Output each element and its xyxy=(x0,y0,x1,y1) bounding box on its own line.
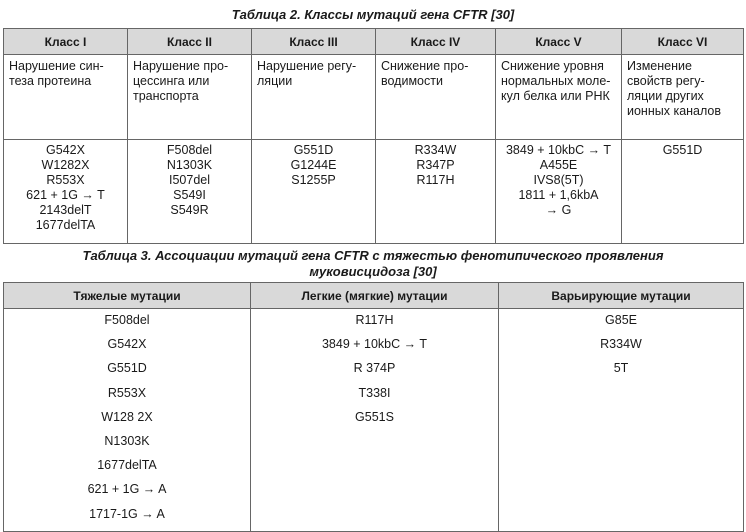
table3-column-header: Тяжелые мутации xyxy=(4,283,251,309)
description-line: Нарушение син- xyxy=(9,59,104,73)
table2-mutations-row xyxy=(4,140,744,244)
mutation-item: 1811 + 1,6kbA xyxy=(518,188,599,202)
mutation-item: 2143delT xyxy=(39,203,92,217)
mutation-item: G551D xyxy=(107,361,147,376)
mutation-item: N1303K xyxy=(166,158,213,172)
mutation-item: G551D xyxy=(662,143,703,157)
table2-mutations-cell xyxy=(4,140,128,244)
table3-caption-line1: Таблица 3. Ассоциации мутаций гена CFTR с тяжестью фенотипического проявления xyxy=(82,248,664,263)
table2-description-cell xyxy=(4,55,128,140)
description-line: ляции xyxy=(257,74,293,88)
description-line: ионных каналов xyxy=(627,104,722,118)
mutation-item: 621 + 1G → T xyxy=(26,188,105,202)
table3-column-cell xyxy=(251,309,499,532)
mutation-item: 3849 + 10kbC → T xyxy=(505,143,612,157)
mutation-item: 5T xyxy=(613,361,629,376)
mutation-item: I507del xyxy=(168,173,210,187)
table2-mutations-cell xyxy=(496,140,622,244)
table2-description-cell xyxy=(496,55,622,140)
table2-column-header: Класс V xyxy=(496,29,622,55)
table2-mutation-classes xyxy=(3,28,744,244)
table2-description-cell xyxy=(376,55,496,140)
table3-caption-line2: муковисцидоза [30] xyxy=(309,264,437,279)
mutation-item: 1677delTA xyxy=(35,218,96,232)
table2-column-header: Класс III xyxy=(252,29,376,55)
description-line: Снижение про- xyxy=(381,59,469,73)
mutation-item: R553X xyxy=(46,173,85,187)
mutation-item: W128 2X xyxy=(101,409,153,424)
table3-header-row xyxy=(4,283,744,309)
description-line: кул белка или РНК xyxy=(501,89,610,103)
table3-column-cell xyxy=(499,309,744,532)
mutation-item: IVS8(5T) xyxy=(533,173,584,187)
mutation-item: S1255P xyxy=(291,173,336,187)
table2-column-header: Класс IV xyxy=(376,29,496,55)
mutation-item: R553X xyxy=(107,385,147,400)
description-line: водимости xyxy=(381,74,443,88)
table2-column-header: Класс II xyxy=(128,29,252,55)
mutation-item: 621 + 1G → A xyxy=(87,482,167,497)
description-line: Изменение xyxy=(627,59,692,73)
mutation-item: R334W xyxy=(600,337,642,352)
description-line: теза протеина xyxy=(9,74,92,88)
mutation-item: G551D xyxy=(293,143,334,157)
description-line: Нарушение про- xyxy=(133,59,229,73)
mutation-item: S549R xyxy=(170,203,209,217)
table2-description-cell xyxy=(128,55,252,140)
mutation-item: 3849 + 10kbC → T xyxy=(321,337,428,352)
table2-description-row xyxy=(4,55,744,140)
mutation-item: F508del xyxy=(166,143,213,157)
mutation-item: R117H xyxy=(416,173,455,187)
mutation-item: G551S xyxy=(355,409,394,424)
mutation-item: G542X xyxy=(46,143,85,157)
table2-mutations-cell xyxy=(252,140,376,244)
description-line: Нарушение регу- xyxy=(257,59,357,73)
mutation-item: A455E xyxy=(539,158,578,172)
table3-caption xyxy=(0,248,746,280)
table2-mutations-cell xyxy=(376,140,496,244)
mutation-item: G542X xyxy=(107,337,147,352)
table3-column-header: Легкие (мягкие) мутации xyxy=(251,283,499,309)
mutation-item: G85E xyxy=(605,313,637,327)
mutation-item: G1244E xyxy=(290,158,337,172)
mutation-item: N1303K xyxy=(104,433,150,448)
table2-header-row xyxy=(4,29,744,55)
mutation-item: 1677delTA xyxy=(97,458,157,473)
mutation-item: R 374P xyxy=(353,361,396,376)
table2-column-header: Класс VI xyxy=(622,29,744,55)
mutation-item: F508del xyxy=(104,313,150,327)
mutation-item: → G xyxy=(545,203,572,217)
table3-mutation-severity xyxy=(3,282,744,532)
table2-mutations-cell xyxy=(622,140,744,244)
mutation-item: R347P xyxy=(416,158,455,172)
description-line: нормальных моле- xyxy=(501,74,611,88)
description-line: ляции других xyxy=(627,89,704,103)
table2-column-header: Класс I xyxy=(4,29,128,55)
table2-mutations-cell xyxy=(128,140,252,244)
table2-caption: Таблица 2. Классы мутаций гена CFTR [30] xyxy=(231,7,515,22)
table3-body-row xyxy=(4,309,744,532)
mutation-item: S549I xyxy=(173,188,206,202)
mutation-item: R117H xyxy=(355,313,394,327)
description-line: цессинга или xyxy=(133,74,210,88)
description-line: свойств регу- xyxy=(627,74,705,88)
table2-description-cell xyxy=(252,55,376,140)
table3-column-cell xyxy=(4,309,251,532)
table3-column-header: Варьирующие мутации xyxy=(499,283,744,309)
description-line: транспорта xyxy=(133,89,199,103)
mutation-item: 1717-1G → A xyxy=(89,506,165,521)
table2-description-cell xyxy=(622,55,744,140)
mutation-item: W1282X xyxy=(41,158,90,172)
mutation-item: R334W xyxy=(414,143,457,157)
mutation-item: T338I xyxy=(358,385,391,400)
description-line: Снижение уровня xyxy=(501,59,604,73)
